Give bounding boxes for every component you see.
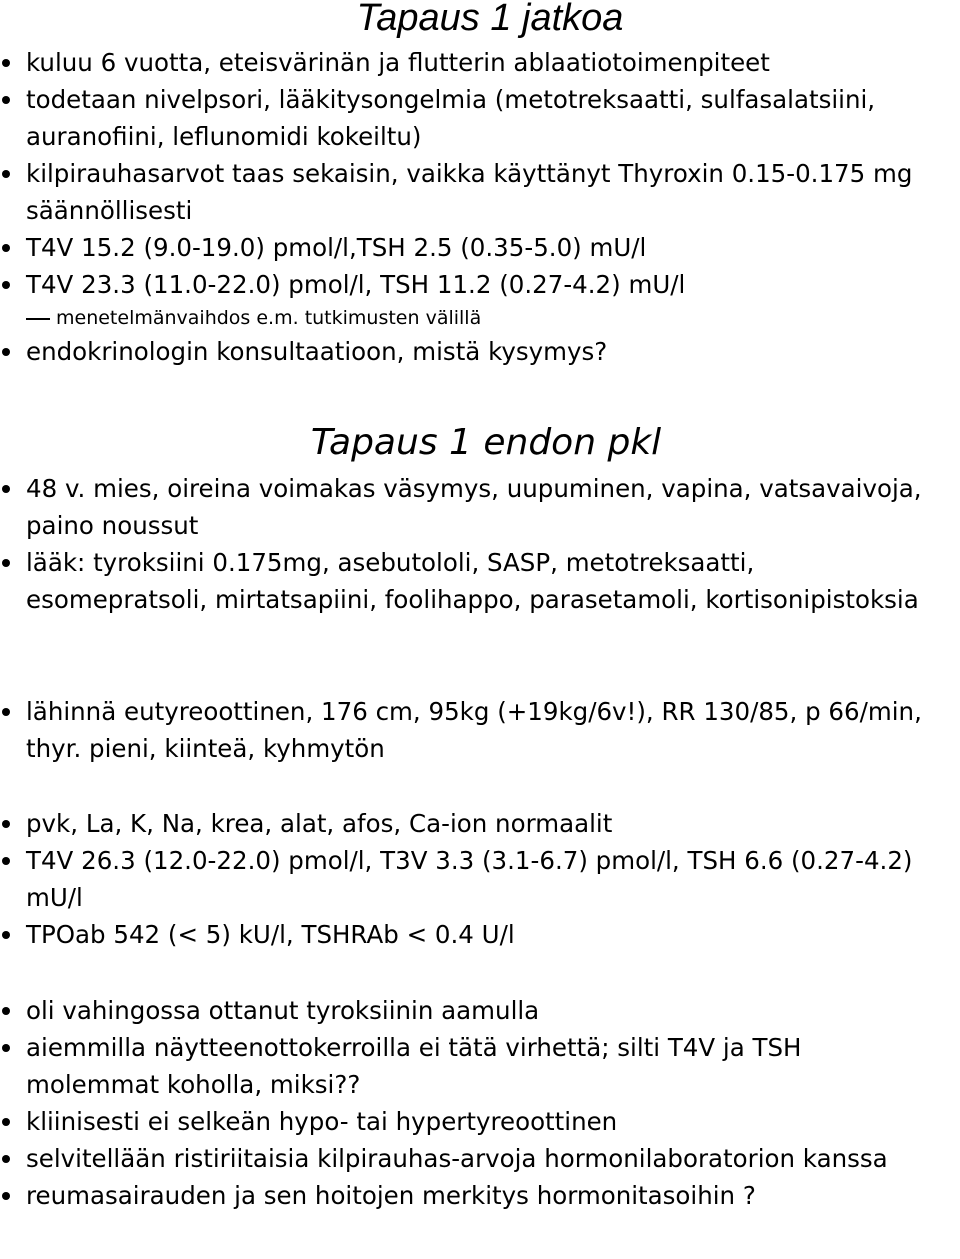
list-item: T4V 26.3 (12.0-22.0) pmol/l, T3V 3.3 (3.1-6.7) pmol/l, TSH 6.6 (0.27-4.2) mU/l xyxy=(0,842,926,916)
list-item: pvk, La, K, Na, krea, alat, afos, Ca-ion normaalit xyxy=(0,805,926,842)
lab-results-list xyxy=(0,805,960,953)
list-item: kuluu 6 vuotta, eteisvärinän ja flutterin ablaatiotoimenpiteet xyxy=(0,44,926,81)
list-item: todetaan nivelpsori, lääkitysongelmia (metotreksaatti, sulfasalatsiini, auranofiini, leflunomidi kokeiltu) xyxy=(0,81,926,155)
patient-info-list xyxy=(0,470,960,618)
list-item: reumasairauden ja sen hoitojen merkitys hormonitasoihin ? xyxy=(0,1177,926,1214)
list-item: TPOab 542 (< 5) kU/l, TSHRAb < 0.4 U/l xyxy=(0,916,926,953)
list-item: aiemmilla näytteenottokerroilla ei tätä virhettä; silti T4V ja TSH molemmat koholla, miksi?? xyxy=(0,1029,926,1103)
examination-list xyxy=(0,693,960,767)
list-item: lääk: tyroksiini 0.175mg, asebutololi, SASP, metotreksaatti, esomepratsoli, mirtatsapiini, foolihappo, parasetamoli, kortisonipistoksia xyxy=(0,544,926,618)
visit-title: Tapaus 1 endon pkl xyxy=(310,422,662,463)
list-item: 48 v. mies, oireina voimakas väsymys, uupuminen, vapina, vatsavaivoja, paino noussut xyxy=(0,470,926,544)
list-item: kliinisesti ei selkeän hypo- tai hypertyreoottinen xyxy=(0,1103,926,1140)
conclusions-list xyxy=(0,992,960,1214)
list-item: T4V 15.2 (9.0-19.0) pmol/l,TSH 2.5 (0.35-5.0) mU/l xyxy=(0,229,926,266)
list-item: kilpirauhasarvot taas sekaisin, vaikka käyttänyt Thyroxin 0.15-0.175 mg säännöllisesti xyxy=(0,155,926,229)
case-title: Tapaus 1 jatkoa xyxy=(356,0,624,39)
list-item: T4V 23.3 (11.0-22.0) pmol/l, TSH 11.2 (0.27-4.2) mU/l xyxy=(0,266,926,303)
list-item: selvitellään ristiriitaisia kilpirauhas-arvoja hormonilaboratorion kanssa xyxy=(0,1140,926,1177)
case-continuation-list xyxy=(0,44,960,370)
list-item: oli vahingossa ottanut tyroksiinin aamulla xyxy=(0,992,926,1029)
list-item: endokrinologin konsultaatioon, mistä kysymys? xyxy=(0,333,926,370)
sub-list-item: menetelmänvaihdos e.m. tutkimusten välillä xyxy=(0,303,926,333)
list-item: lähinnä eutyreoottinen, 176 cm, 95kg (+19kg/6v!), RR 130/85, p 66/min, thyr. pieni, kiinteä, kyhmytön xyxy=(0,693,926,767)
